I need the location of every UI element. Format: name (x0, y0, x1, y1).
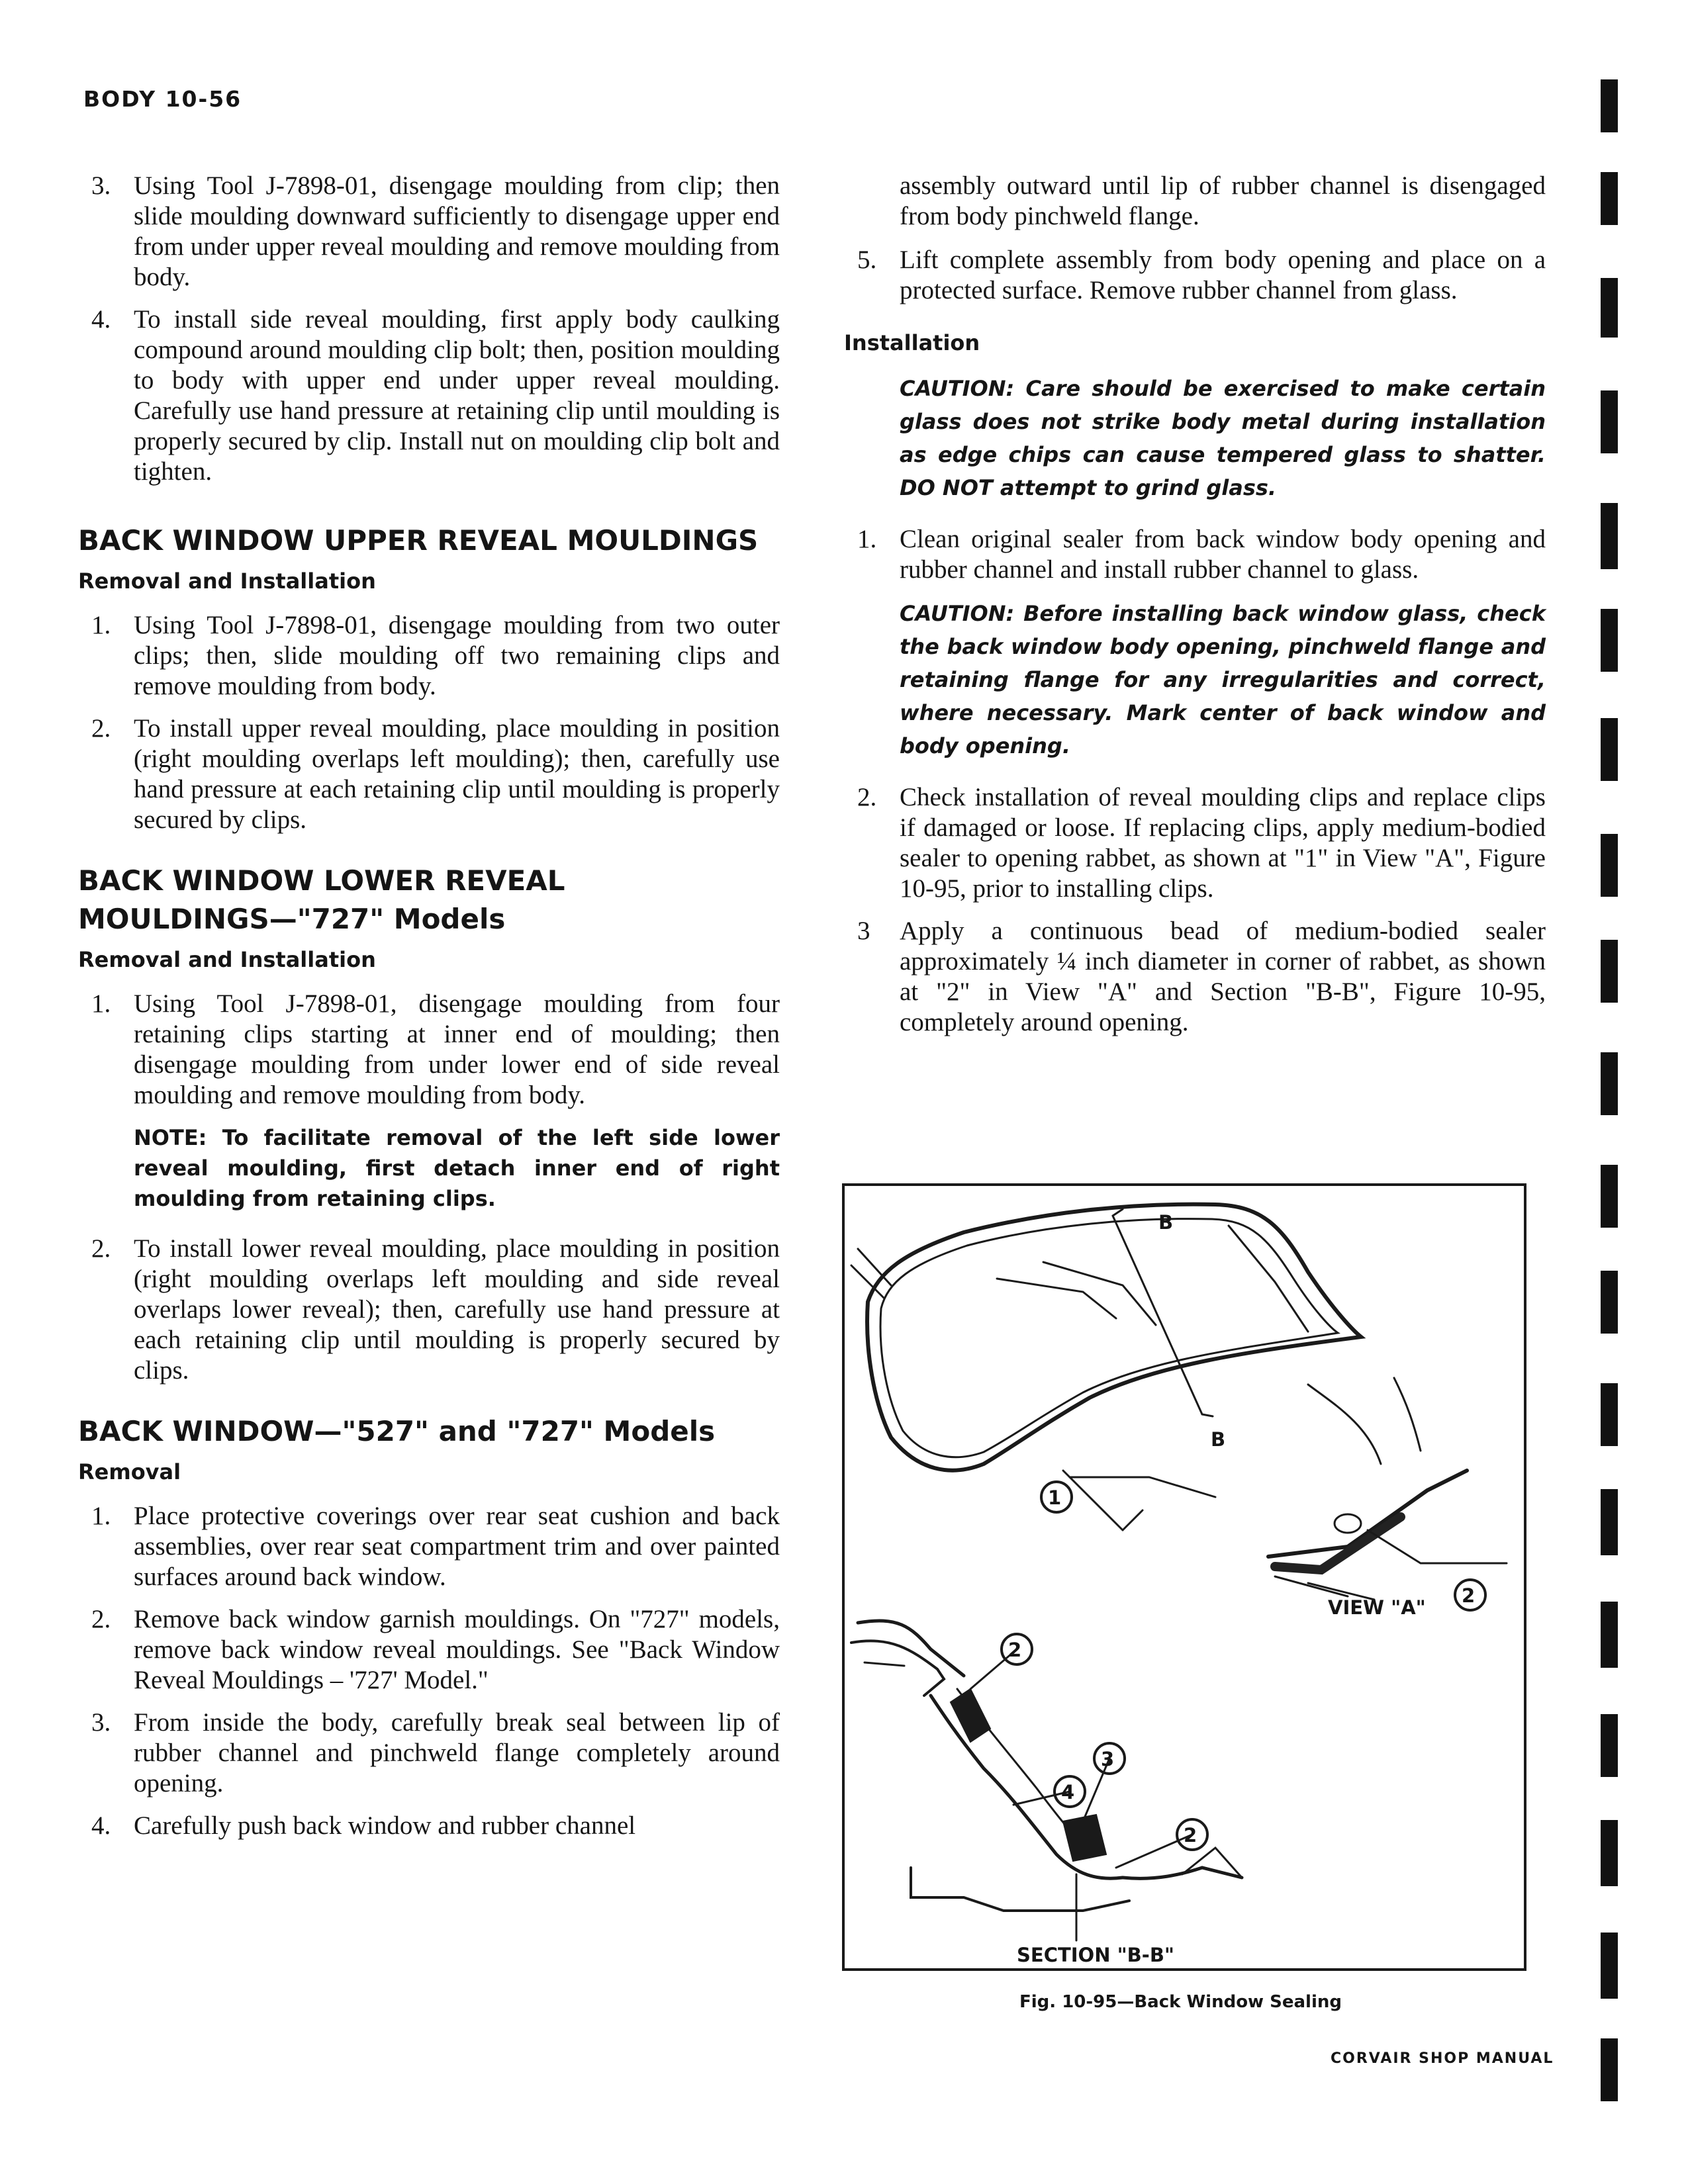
margin-mark (1601, 1933, 1618, 1999)
section-heading-lower-reveal (78, 862, 780, 938)
list-item (844, 916, 1546, 1038)
callout-2: 2 (1008, 1639, 1022, 1661)
subheading-removal-installation: Removal and Installation (78, 569, 376, 594)
step-text: Using Tool J-7898-01, disengage moulding from two outer clips; then, slide moulding off two remaining clips and remove moulding from body. (134, 611, 780, 700)
list-item (844, 524, 1546, 585)
view-a-label: VIEW "A" (1328, 1596, 1426, 1619)
margin-mark (1601, 609, 1618, 672)
margin-mark (1601, 1714, 1618, 1777)
section-heading-upper-reveal: BACK WINDOW UPPER REVEAL MOULDINGS (78, 524, 759, 557)
step-number: 4. (91, 1811, 111, 1840)
note-text: NOTE: To facilitate removal of the left side lower reveal moulding, first detach inner end of right moulding from retaining clips. (134, 1125, 780, 1211)
list-item (78, 171, 780, 293)
margin-mark (1601, 834, 1618, 897)
margin-mark (1601, 2038, 1618, 2101)
step-number: 2. (91, 1605, 111, 1633)
footer-manual-title: CORVAIR SHOP MANUAL (1331, 2050, 1554, 2067)
margin-mark (1601, 390, 1618, 453)
margin-mark (1601, 1602, 1618, 1668)
step-text: Remove back window garnish mouldings. On "727" models, remove back window reveal mouldings. See "Back Window Reveal Mouldings – '727' Model." (134, 1605, 780, 1694)
step-text: Lift complete assembly from body opening and place on a protected surface. Remove rubber channel from glass. (900, 246, 1546, 304)
step-text: Carefully push back window and rubber channel (134, 1811, 636, 1840)
heading-line: MOULDINGS—"727" Models (78, 903, 506, 935)
step-number: 3 (857, 917, 870, 945)
list-item (78, 989, 780, 1111)
step-text: Using Tool J-7898-01, disengage moulding from four retaining clips starting at inner end of moulding; then disengage moulding from under lower end of side reveal moulding and remove moulding from body. (134, 989, 780, 1109)
lower-reveal-steps (78, 989, 780, 1111)
list-item (78, 1501, 780, 1592)
step-text: assembly outward until lip of rubber channel is disengaged from body pinchweld flange. (900, 171, 1546, 230)
step-number: 2. (857, 783, 877, 811)
step-number: 2. (91, 1234, 111, 1263)
margin-mark (1601, 1489, 1618, 1555)
step-number: 5. (857, 246, 877, 274)
view-a-detail (1063, 1378, 1507, 1600)
callout-1: 1 (1048, 1486, 1062, 1509)
callout-4: 4 (1061, 1781, 1075, 1803)
step-text: Check installation of reveal moulding clips and replace clips if damaged or loose. If replacing clips, apply medium-bodied sealer to opening rabbet, as shown at "1" in View "A", Figure 10-95, prior to installing clips. (900, 783, 1546, 903)
margin-mark (1601, 718, 1618, 781)
step-text: To install lower reveal moulding, place moulding in position (right moulding overlaps left moulding and side reveal overlaps lower reveal); then, carefully use hand pressure at each retaining clip until moulding is properly secured by clips. (134, 1234, 780, 1385)
step-number: 1. (91, 1502, 111, 1530)
step-text: Apply a continuous bead of medium-bodied sealer approximately ¼ inch diameter in corner of rabbet, as shown at "2" in View "A" and Section "B-B", Figure 10-95, completely around opening. (900, 917, 1546, 1036)
installation-steps-cont (844, 782, 1546, 1038)
margin-mark (1601, 1820, 1618, 1886)
margin-mark (1601, 1271, 1618, 1334)
list-item (78, 1604, 780, 1696)
list-item (78, 713, 780, 835)
section-b-b-label: SECTION "B-B" (1017, 1944, 1175, 1966)
section-b-b-detail (851, 1621, 1242, 1940)
figure-caption: Fig. 10-95—Back Window Sealing (1019, 1992, 1342, 2012)
step-number: 3. (91, 1708, 111, 1737)
step-number: 1. (91, 989, 111, 1018)
caution-text: CAUTION: Care should be exercised to make certain glass does not strike body metal during installation as edge chips can cause tempered glass to shatter. DO NOT attempt to grind glass. (900, 376, 1546, 500)
margin-mark (1601, 940, 1618, 1003)
step-text: From inside the body, carefully break seal between lip of rubber channel and pinchweld flange completely around opening. (134, 1708, 780, 1797)
margin-mark (1601, 278, 1618, 338)
continued-text (844, 171, 1546, 232)
page-header: BODY 10-56 (83, 86, 242, 112)
section-line-b-b (1113, 1216, 1202, 1414)
subheading-removal-installation: Removal and Installation (78, 947, 376, 972)
upper-reveal-steps (78, 610, 780, 835)
step-number: 1. (91, 611, 111, 639)
subheading-removal: Removal (78, 1459, 181, 1484)
step-text: Using Tool J-7898-01, disengage moulding from clip; then slide moulding downward sufficiently to disengage upper end from under upper reveal moulding and remove moulding from body. (134, 171, 780, 291)
step-text: To install upper reveal moulding, place moulding in position (right moulding overlaps left moulding); then, carefully use hand pressure at each retaining clip until moulding is properly secured by clips. (134, 714, 780, 834)
section-heading-back-window: BACK WINDOW—"527" and "727" Models (78, 1415, 716, 1447)
removal-steps-cont (844, 245, 1546, 306)
list-item (78, 1234, 780, 1386)
back-window-removal-steps (78, 1501, 780, 1841)
list-item (844, 245, 1546, 306)
heading-line: BACK WINDOW LOWER REVEAL (78, 864, 565, 897)
step-number: 4. (91, 305, 111, 334)
step-text: Clean original sealer from back window body opening and rubber channel and install rubber channel to glass. (900, 525, 1546, 584)
caution-text: CAUTION: Before installing back window glass, check the back window body opening, pinchweld flange and retaining flange for any irregularities and correct, where necessary. Mark center of back window and body opening. (900, 601, 1546, 758)
label-b-bottom: B (1211, 1428, 1226, 1451)
figure-illustration (845, 1186, 1524, 1968)
window-outline (851, 1205, 1361, 1471)
figure-back-window-sealing (842, 1183, 1526, 1971)
margin-mark (1601, 79, 1618, 132)
list-item (78, 1811, 780, 1841)
callout-3: 3 (1101, 1748, 1115, 1770)
installation-steps (844, 524, 1546, 585)
step-text: To install side reveal moulding, first apply body caulking compound around moulding clip bolt; then, position moulding to body with upper end under upper reveal moulding. Carefully use hand pressure at retaining clip until moulding is properly secured by clip. Install nut on moulding clip bolt and tighten. (134, 305, 780, 486)
left-column (78, 171, 780, 1853)
margin-mark (1601, 1383, 1618, 1446)
margin-mark (1601, 172, 1618, 225)
callout-2: 2 (1462, 1584, 1476, 1607)
margin-mark (1601, 1052, 1618, 1115)
intro-steps (78, 171, 780, 487)
list-item (78, 1707, 780, 1799)
label-b-top: B (1158, 1211, 1174, 1234)
list-item (78, 610, 780, 702)
list-item (78, 304, 780, 487)
lower-reveal-steps-cont (78, 1234, 780, 1386)
step-text: Place protective coverings over rear seat cushion and back assemblies, over rear seat compartment trim and over painted surfaces around back window. (134, 1502, 780, 1591)
right-column (844, 171, 1546, 1050)
list-item (844, 782, 1546, 904)
step-number: 2. (91, 714, 111, 743)
margin-mark (1601, 503, 1618, 569)
margin-mark (1601, 1165, 1618, 1228)
step-number: 3. (91, 171, 111, 200)
subheading-installation: Installation (844, 330, 980, 355)
callout-2: 2 (1184, 1824, 1197, 1846)
step-number: 1. (857, 525, 877, 553)
